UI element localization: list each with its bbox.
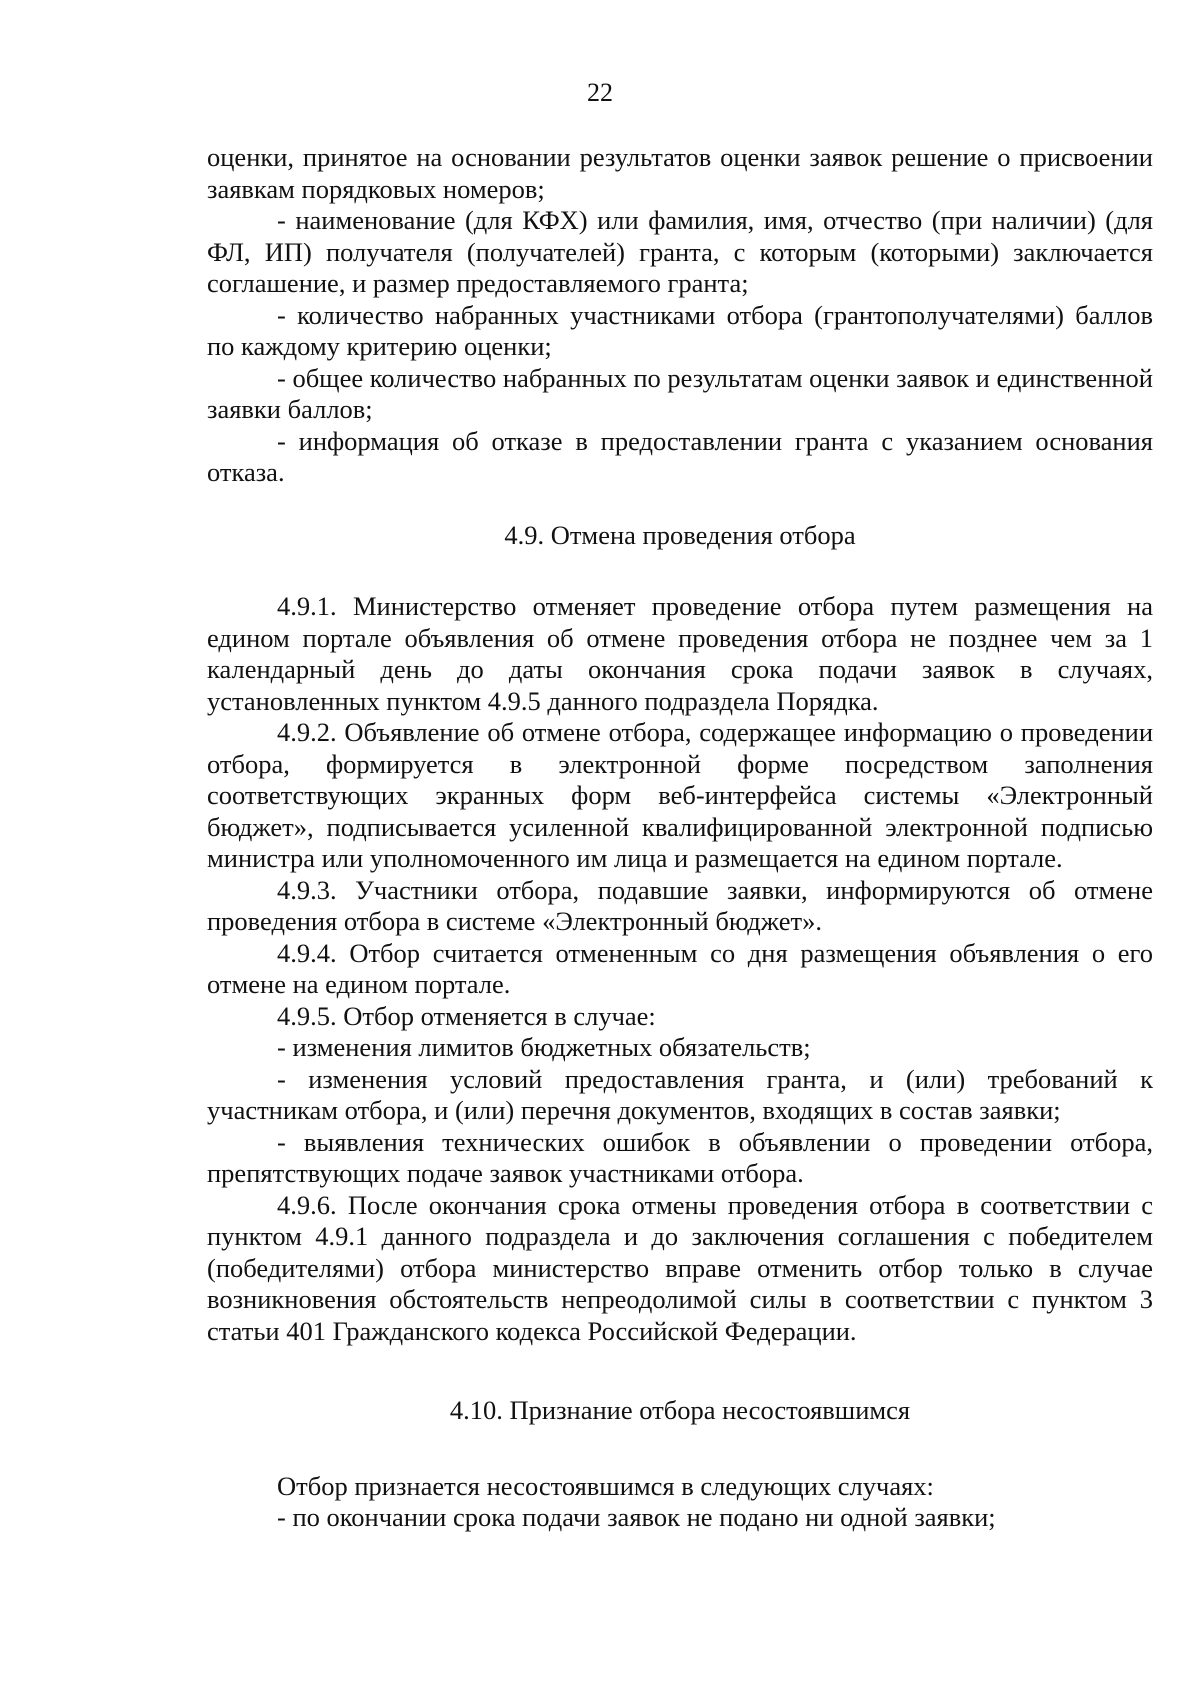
list-item: - выявления технических ошибок в объявлении о проведении отбора, препятствующих подаче заявок участниками отбора. [207, 1126, 1153, 1188]
list-item: - наименование (для КФХ) или фамилия, имя, отчество (при наличии) (для ФЛ, ИП) получателя (получателей) гранта, с которым (которыми) заключается соглашение, и размер предоставляемого гранта; [207, 205, 1153, 298]
paragraph: 4.9.1. Министерство отменяет проведение отбора путем размещения на едином портале объявления об отмене проведения отбора не позднее чем за 1 календарный день до даты окончания срока подачи заявок в случаях, установленных пунктом 4.9.5 данного подраздела Порядка. [207, 591, 1153, 716]
list-item: - количество набранных участниками отбора (грантополучателями) баллов по каждому критерию оценки; [207, 299, 1153, 361]
paragraph: 4.9.4. Отбор считается отмененным со дня размещения объявления о его отмене на едином портале. [207, 937, 1153, 999]
paragraph: 4.9.3. Участники отбора, подавшие заявки, информируются об отмене проведения отбора в системе «Электронный бюджет». [207, 874, 1153, 936]
list-item: - изменения лимитов бюджетных обязательств; [277, 1032, 811, 1062]
paragraph: 4.9.2. Объявление об отмене отбора, содержащее информацию о проведении отбора, формируется в электронной форме посредством заполнения соответствующих экранных форм веб-интерфейса системы «Электронный бюджет», подписывается усиленной квалифицированной электронной подписью министра или уполномоченного им лица и размещается на едином портале. [207, 717, 1153, 873]
paragraph: 4.9.5. Отбор отменяется в случае: [277, 1000, 656, 1031]
paragraph: оценки, принятое на основании результатов оценки заявок решение о присвоении заявкам порядковых номеров; [207, 142, 1153, 204]
list-item: - информация об отказе в предоставлении гранта с указанием основания отказа. [207, 425, 1153, 487]
section-heading-4-9: 4.9. Отмена проведения отбора [504, 519, 856, 550]
list-item: - по окончании срока подачи заявок не подано ни одной заявки; [277, 1502, 996, 1532]
document-body [207, 142, 1153, 1534]
list-item: - общее количество набранных по результатам оценки заявок и единственной заявки баллов; [207, 362, 1153, 424]
list-item: - изменения условий предоставления гранта, и (или) требований к участникам отбора, и (или) перечня документов, входящих в состав заявки; [207, 1063, 1153, 1125]
section-heading-4-10: 4.10. Признание отбора несостоявшимся [449, 1395, 911, 1425]
paragraph: 4.9.6. После окончания срока отмены проведения отбора в соответствии с пунктом 4.9.1 данного подраздела и до заключения соглашения с победителем (победителями) отбора министерство вправе отменить отбор только в случае возникновения обстоятельств непреодолимой силы в соответствии с пунктом 3 статьи 401 Гражданского кодекса Российской Федерации. [207, 1189, 1153, 1346]
page-number: 22 [587, 78, 613, 107]
paragraph: Отбор признается несостоявшимся в следующих случаях: [277, 1470, 934, 1501]
